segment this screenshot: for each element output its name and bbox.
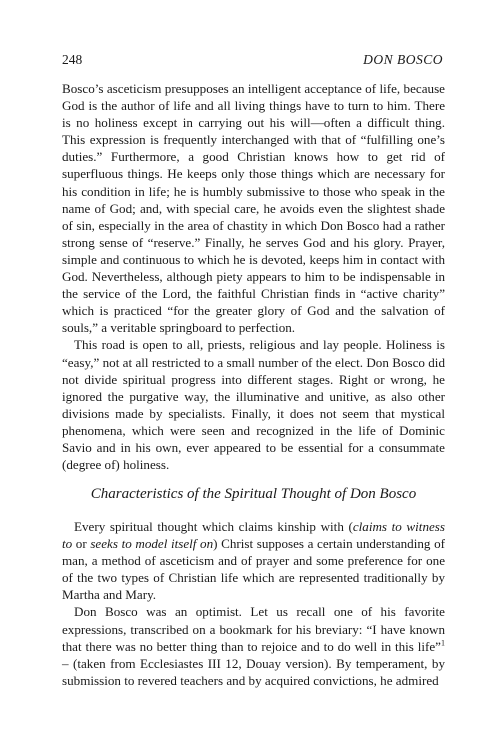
body-text <box>62 80 445 473</box>
section-body <box>62 518 445 689</box>
paragraph: Bosco’s asceticism presupposes an intelligent acceptance of life, because God is the author of life and all living things have to turn to him. There is no holiness except in carrying out his will—often a difficult thing. This expression is frequently interchanged with that of “fulfilling one’s duties.” Furthermore, a good Christian knows how to get rid of superfluous things. He keeps only those things which are necessary for his condition in life; he is humbly submissive to those who speak in the name of God; and, with special care, he avoids even the slightest shade of sin, especially in the area of chastity in which Don Bosco had a rather strong sense of “reserve.” Finally, he serves God and his glory. Prayer, simple and continuous to which he is devoted, keeps him in contact with God. Nevertheless, although piety appears to him to be indispensable in the service of the Lord, the faithful Christian finds in “active charity” which is practiced “for the greater glory of God and the salvation of souls,” a veritable springboard to perfection. <box>62 81 445 336</box>
paragraph: Every spiritual thought which claims kinship with (claims to witness to or seeks to model itself on) Christ supposes a certain understanding of man, a method of asceticism and of prayer and some preference for one of the two types of Christian life which are represented traditionally by Martha and Mary. <box>62 519 445 603</box>
paragraph: Don Bosco was an optimist. Let us recall one of his favorite expressions, transcribed on a bookmark for his breviary: “I have known that there was no better thing than to rejoice and to do well in this life”$^1$ – (taken from Ecclesiastes III 12, Douay version). By temperament, by submission to revered teachers and by acquired convictions, he admired <box>62 604 445 688</box>
running-title: DON BOSCO <box>363 52 443 67</box>
paragraph: This road is open to all, priests, religious and lay people. Holiness is “easy,” not at all restricted to a small number of the elect. Don Bosco did not divide spiritual progress into different stages. Right or wrong, he ignored the purgative way, the illuminative and unitive, as also other divisions made by specialists. Finally, it does not seem that mystical phenomena, which were seen and recognized in the life of Dominic Savio and in his own, ever appeared to be essential for a consummate (degree of) holiness. <box>62 337 445 473</box>
page-number: 248 <box>62 52 83 67</box>
page-header <box>62 52 443 72</box>
footnote-marker: 1 <box>441 638 445 648</box>
section-heading: Characteristics of the Spiritual Thought of Don Bosco <box>90 486 417 502</box>
